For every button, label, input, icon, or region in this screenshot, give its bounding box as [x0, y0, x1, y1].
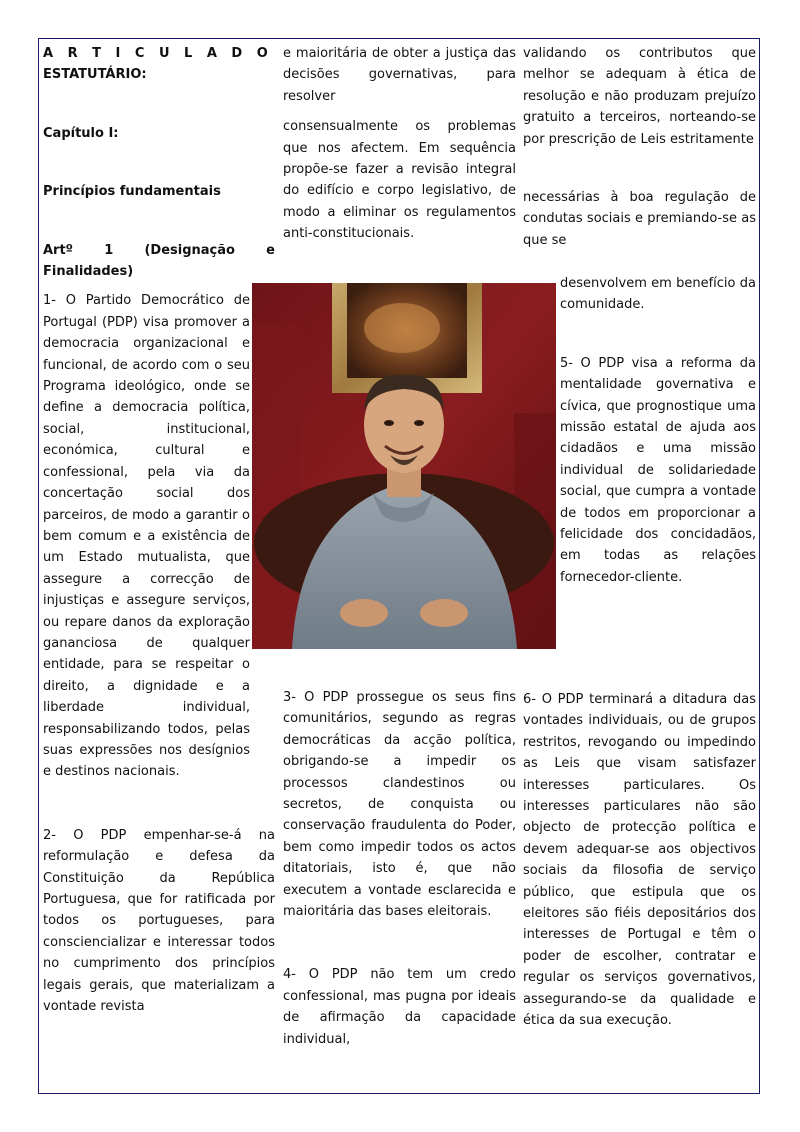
column-3-lower — [523, 689, 756, 1032]
col2-top-b: consensualmente os problemas que nos afectem. Em sequência propõe-se fazer a revisão integral do edifício e corpo legislativo, de modo a eliminar os regulamentos anti-constitucionais. — [283, 119, 516, 242]
article-heading: Artº 1 (Designação e Finalidades) — [43, 242, 275, 280]
section-heading: Princípios fundamentais — [43, 184, 221, 200]
column-2 — [283, 43, 516, 245]
column-1 — [43, 43, 275, 1017]
column-3-beside-photo — [560, 273, 756, 588]
paragraph-3: 3- O PDP prossegue os seus fins comunitários, segundo as regras democráticas da acção política, obrigando-se a impedir os processos clandestinos ou secretos, de conquista ou conservação fraudulenta do Poder, bem como impedir todos os actos ditatoriais, isto é, que não executem a vontade esclarecida e maioritária das bases eleitorais. — [283, 690, 516, 920]
col3-top-a: validando os contributos que melhor se adequam à ética de resolução e não produzam prejuízo gratuito a terceiros, norteando-se por prescrição de Leis estritamente — [523, 46, 756, 147]
portrait-photo — [252, 283, 556, 649]
paragraph-2: 2- O PDP empenhar-se-á na reformulação e defesa da Constituição da República Portuguesa, que for ratificada por todos os portugueses, para consciencializar e interessar todos no cumprimento dos princípios legais gerais, que materializam a vontade revista — [43, 827, 275, 1015]
column-2-lower — [283, 687, 516, 1050]
col3-top-b: necessárias à boa regulação de condutas sociais e premiando-se as que se — [523, 190, 756, 248]
paragraph-5: 5- O PDP visa a reforma da mentalidade governativa e cívica, que prognostique uma missão estatal de ajuda aos cidadãos e uma missão individual de solidariedade social, que cumpra a vontade de todos em proporcionar a felicidade dos concidadãos, em todas as relações fornecedor-cliente. — [560, 355, 756, 585]
title-rest: ESTATUTÁRIO: — [43, 67, 147, 83]
document-title — [43, 43, 275, 86]
paragraph-1: 1- O Partido Democrático de Portugal (PDP) visa promover a democracia organizacional e funcional, de acordo com o seu Programa ideológico, onde se define a democracia política, social, institucional, económica, cultural e confessional, pela via da concertação social dos parceiros, de modo a garantir o bem comum e a existência de um Estado mutualista, que assegure a correcção de injustiças e assegure serviços, ou repare danos da exploração gananciosa de qualquer entidade, para se respeitar o direito, a dignidade e a liberdade individual, responsabilizando todos, pelas suas expressões nos desígnios e destinos nacionais. — [43, 293, 250, 780]
col2-top-a: e maioritária de obter a justiça das decisões governativas, para resolver — [283, 46, 516, 104]
column-3 — [523, 43, 756, 251]
title-spaced: A R T I C U L A D O — [43, 46, 273, 61]
portrait-illustration — [252, 283, 556, 649]
col3-top-c: desenvolvem em benefício da comunidade. — [560, 276, 756, 313]
paragraph-4: 4- O PDP não tem um credo confessional, mas pugna por ideais de afirmação da capacidade individual, — [283, 967, 516, 1047]
chapter-heading: Capítulo I: — [43, 125, 119, 141]
paragraph-6: 6- O PDP terminará a ditadura das vontades individuais, ou de grupos restritos, revogando ou impedindo as Leis que visam satisfazer interesses particulares. Os interesses particulares não são objecto de protecção política e devem adequar-se aos objectivos sociais da filosofia de serviço público, que estipula que os eleitores são fiéis depositários dos interesses de Portugal e têm o poder de escolher, contratar e regular os serviços governativos, assegurando-se da qualidade e ética da sua execução. — [523, 692, 756, 1029]
